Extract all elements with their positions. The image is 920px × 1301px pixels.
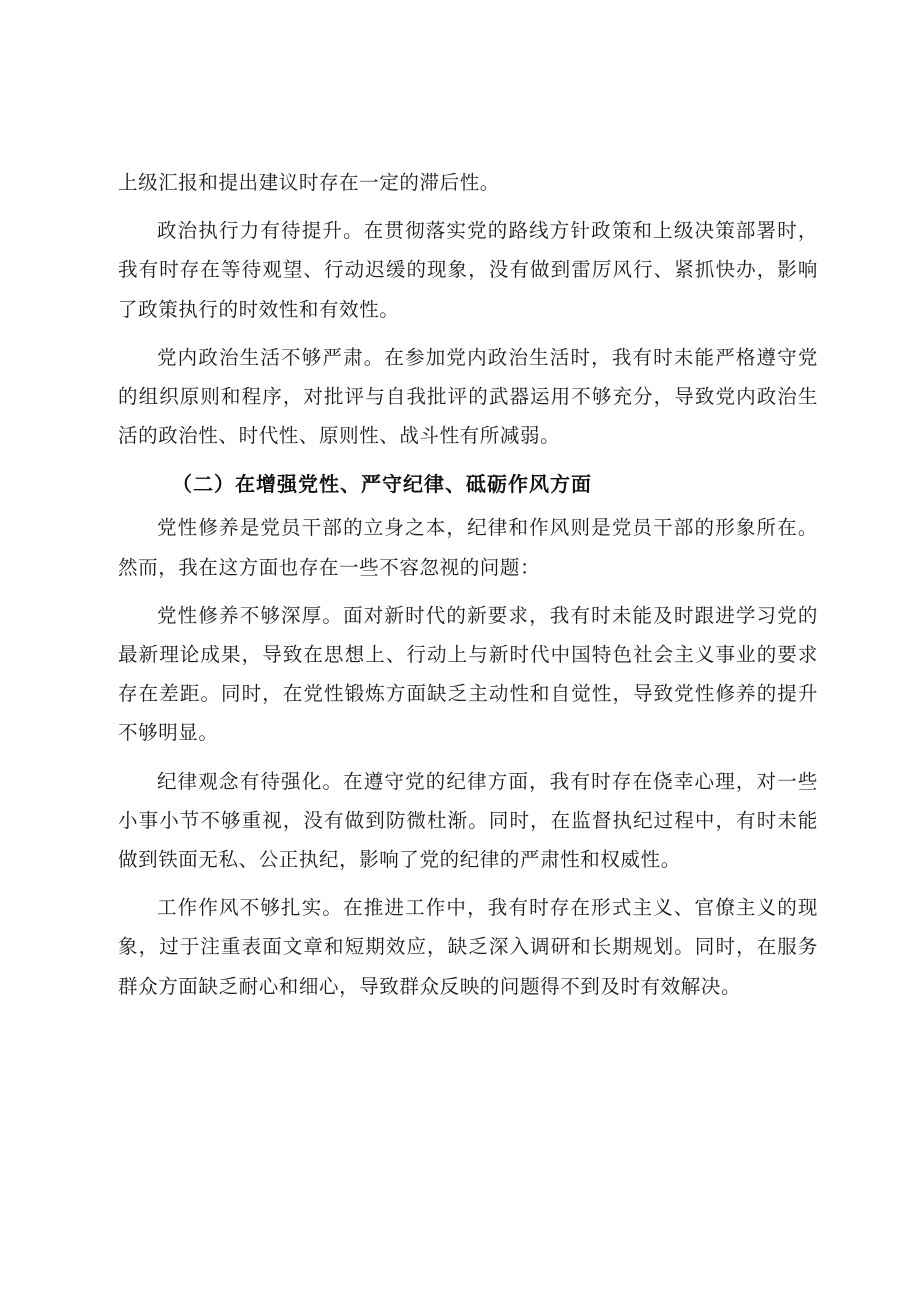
paragraph-section-intro: 党性修养是党员干部的立身之本，纪律和作风则是党员干部的形象所在。然而，我在这方面也存在一些不容忽视的问题：: [118, 516, 818, 579]
section-heading: （二）在增强党性、严守纪律、砥砺作风方面: [172, 472, 592, 497]
paragraph-political-execution: 政治执行力有待提升。在贯彻落实党的路线方针政策和上级决策部署时，我有时存在等待观望、行动迟缓的现象，没有做到雷厉风行、紧抓快办，影响了政策执行的时效性和有效性。: [118, 219, 818, 321]
paragraph-continued: 上级汇报和提出建议时存在一定的滞后性。: [118, 171, 500, 194]
document-body: [118, 163, 818, 1015]
paragraph-discipline: 纪律观念有待强化。在遵守党的纪律方面，我有时存在侥幸心理，对一些小事小节不够重视，没有做到防微杜渐。同时，在监督执纪过程中，有时未能做到铁面无私、公正执纪，影响了党的纪律的严肃性和权威性。: [118, 769, 818, 872]
paragraph-party-political-life: 党内政治生活不够严肃。在参加党内政治生活时，我有时未能严格遵守党的组织原则和程序，对批评与自我批评的武器运用不够充分，导致党内政治生活的政治性、时代性、原则性、战斗性有所减弱。: [118, 345, 818, 448]
paragraph-work-style: 工作作风不够扎实。在推进工作中，我有时存在形式主义、官僚主义的现象，过于注重表面文章和短期效应，缺乏深入调研和长期规划。同时，在服务群众方面缺乏耐心和细心，导致群众反映的问题得不到及时有效解决。: [118, 896, 818, 998]
paragraph-party-cultivation: 党性修养不够深厚。面对新时代的新要求，我有时未能及时跟进学习党的最新理论成果，导致在思想上、行动上与新时代中国特色社会主义事业的要求存在差距。同时，在党性锻炼方面缺乏主动性和自觉性，导致党性修养的提升不够明显。: [118, 603, 818, 745]
